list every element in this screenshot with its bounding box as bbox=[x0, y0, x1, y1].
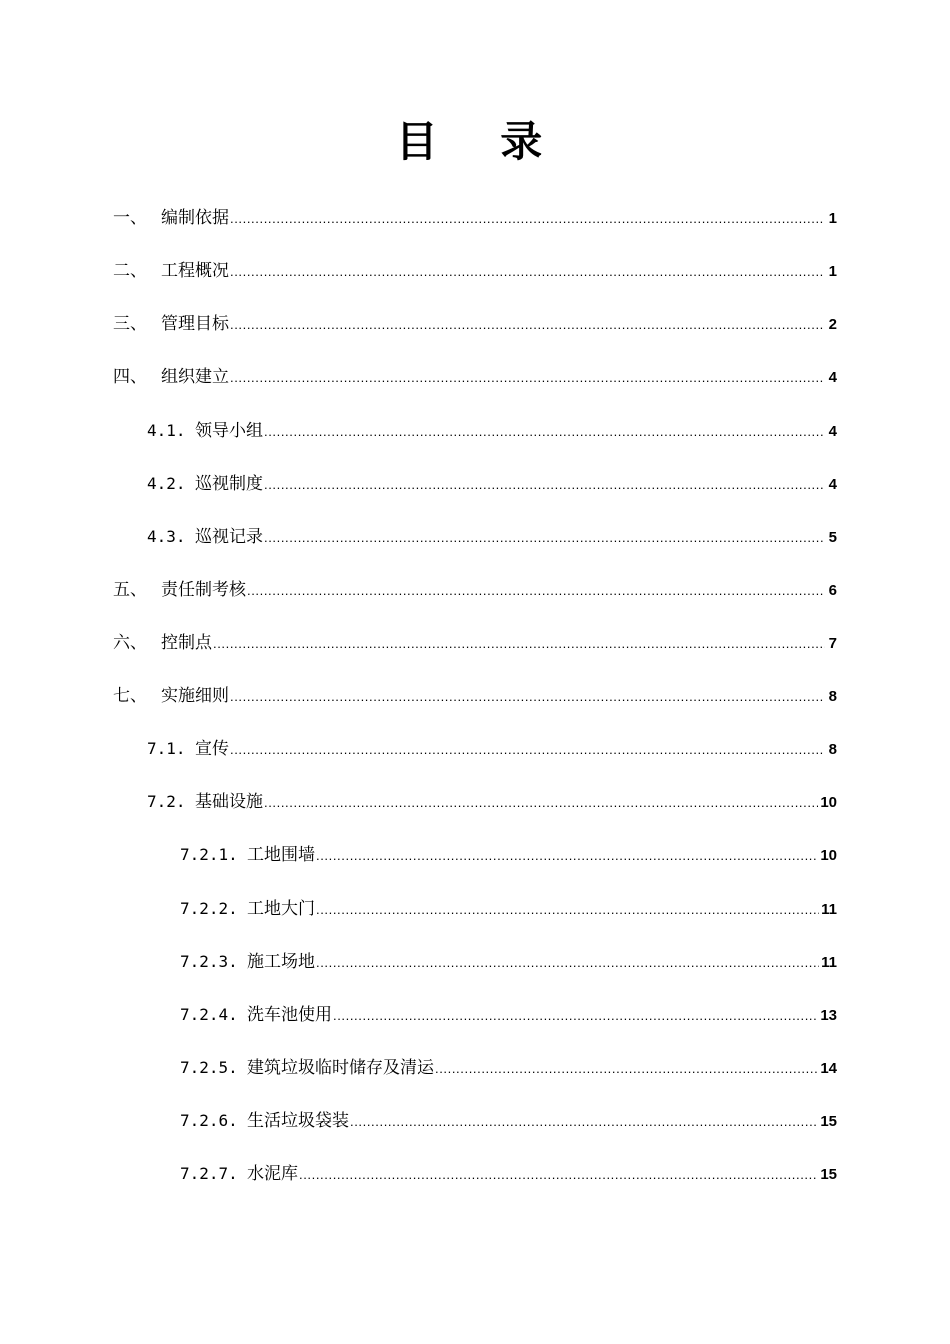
toc-entry-number: 4.2. bbox=[147, 474, 186, 493]
toc-entry[interactable] bbox=[147, 470, 837, 498]
toc-entry-number: 四、 bbox=[113, 367, 147, 387]
toc-entry-page: 15 bbox=[820, 1113, 837, 1130]
toc-entry[interactable] bbox=[180, 948, 837, 976]
toc-entry-number: 二、 bbox=[113, 261, 147, 281]
toc-entry-number: 一、 bbox=[113, 208, 147, 228]
toc-entry-label: 工地围墙 bbox=[247, 845, 315, 865]
toc-entry-page: 2 bbox=[828, 316, 837, 333]
dot-leader bbox=[230, 683, 825, 711]
toc-entry-label: 实施细则 bbox=[161, 686, 229, 706]
dot-leader bbox=[264, 789, 818, 817]
toc-entry[interactable] bbox=[113, 257, 837, 285]
toc-entry-number: 7.2.3. bbox=[180, 952, 238, 971]
toc-entry-label: 水泥库 bbox=[247, 1164, 298, 1184]
toc-entry[interactable] bbox=[113, 629, 837, 657]
toc-entry-number: 7.2.4. bbox=[180, 1005, 238, 1024]
toc-entry-number: 7.2.1. bbox=[180, 845, 238, 864]
dot-leader bbox=[316, 949, 819, 977]
toc-entry[interactable] bbox=[113, 682, 837, 710]
toc-entry[interactable] bbox=[113, 204, 837, 232]
toc-entry-page: 11 bbox=[821, 901, 837, 918]
dot-leader bbox=[247, 577, 825, 605]
toc-entry-number: 7.2.5. bbox=[180, 1058, 238, 1077]
dot-leader bbox=[435, 1055, 818, 1083]
toc-entry[interactable] bbox=[180, 1054, 837, 1082]
toc-entry-label: 巡视记录 bbox=[195, 527, 263, 547]
toc-entry[interactable] bbox=[180, 1001, 837, 1029]
toc-entry-page: 10 bbox=[820, 794, 837, 811]
toc-entry[interactable] bbox=[147, 735, 837, 763]
toc-entry-label: 管理目标 bbox=[161, 314, 229, 334]
toc-entry[interactable] bbox=[180, 1160, 837, 1188]
dot-leader bbox=[213, 630, 825, 658]
toc-entry-number: 4.1. bbox=[147, 421, 186, 440]
toc-entry-label: 控制点 bbox=[161, 633, 212, 653]
toc-entry-number: 4.3. bbox=[147, 527, 186, 546]
toc-entry[interactable] bbox=[113, 576, 837, 604]
toc-entry-number: 7.2.2. bbox=[180, 899, 238, 918]
toc-entry-label: 责任制考核 bbox=[161, 580, 246, 600]
toc-entry-label: 建筑垃圾临时储存及清运 bbox=[247, 1058, 434, 1078]
toc-entry-label: 洗车池使用 bbox=[247, 1005, 332, 1025]
toc-entry-page: 4 bbox=[828, 423, 837, 440]
dot-leader bbox=[230, 205, 825, 233]
toc-entry-number: 7.2. bbox=[147, 792, 186, 811]
toc-entry-label: 领导小组 bbox=[195, 421, 263, 441]
toc-entry-page: 8 bbox=[828, 741, 837, 758]
toc-entry-label: 施工场地 bbox=[247, 952, 315, 972]
toc-entry-number: 三、 bbox=[113, 314, 147, 334]
dot-leader bbox=[264, 524, 825, 552]
toc-entry-label: 组织建立 bbox=[161, 367, 229, 387]
toc-entry-number: 七、 bbox=[113, 686, 147, 706]
toc-entry-number: 7.2.7. bbox=[180, 1164, 238, 1183]
toc-entry[interactable] bbox=[113, 310, 837, 338]
toc-entry-label: 工地大门 bbox=[247, 899, 315, 919]
dot-leader bbox=[333, 1002, 818, 1030]
toc-entry-number: 六、 bbox=[113, 633, 147, 653]
toc-entry-label: 生活垃圾袋装 bbox=[247, 1111, 349, 1131]
toc-title: 目 录 bbox=[395, 117, 567, 166]
toc-entry-page: 1 bbox=[828, 263, 837, 280]
toc-entry-label: 宣传 bbox=[195, 739, 229, 759]
toc-entry-label: 巡视制度 bbox=[195, 474, 263, 494]
dot-leader bbox=[230, 311, 825, 339]
toc-entry-number: 7.2.6. bbox=[180, 1111, 238, 1130]
dot-leader bbox=[299, 1161, 818, 1189]
toc-entry-number: 五、 bbox=[113, 580, 147, 600]
toc-entry[interactable] bbox=[180, 1107, 837, 1135]
toc-entry-page: 4 bbox=[828, 369, 837, 386]
toc-entry-page: 11 bbox=[821, 954, 837, 971]
dot-leader bbox=[230, 736, 825, 764]
toc-entry-page: 1 bbox=[828, 210, 837, 227]
dot-leader bbox=[264, 471, 825, 499]
toc-entry-page: 8 bbox=[828, 688, 837, 705]
toc-entry[interactable] bbox=[113, 363, 837, 391]
toc-entry-page: 6 bbox=[828, 582, 837, 599]
toc-entry[interactable] bbox=[147, 523, 837, 551]
toc-entry-number: 7.1. bbox=[147, 739, 186, 758]
toc-entry-label: 工程概况 bbox=[161, 261, 229, 281]
toc-entry-page: 4 bbox=[828, 476, 837, 493]
dot-leader bbox=[230, 364, 825, 392]
toc-entry[interactable] bbox=[147, 417, 837, 445]
toc-entry-page: 15 bbox=[820, 1166, 837, 1183]
toc-entry-page: 10 bbox=[820, 847, 837, 864]
toc-entry[interactable] bbox=[147, 788, 837, 816]
toc-entry-label: 基础设施 bbox=[195, 792, 263, 812]
dot-leader bbox=[316, 896, 819, 924]
dot-leader bbox=[264, 418, 825, 446]
dot-leader bbox=[316, 842, 818, 870]
toc-entry[interactable] bbox=[180, 841, 837, 869]
dot-leader bbox=[350, 1108, 818, 1136]
toc-entry-page: 7 bbox=[828, 635, 837, 652]
toc-entry-page: 5 bbox=[828, 529, 837, 546]
dot-leader bbox=[230, 258, 825, 286]
toc-entry-page: 13 bbox=[820, 1007, 837, 1024]
toc-entry-page: 14 bbox=[820, 1060, 837, 1077]
toc-entry-label: 编制依据 bbox=[161, 208, 229, 228]
toc-entry[interactable] bbox=[180, 895, 837, 923]
